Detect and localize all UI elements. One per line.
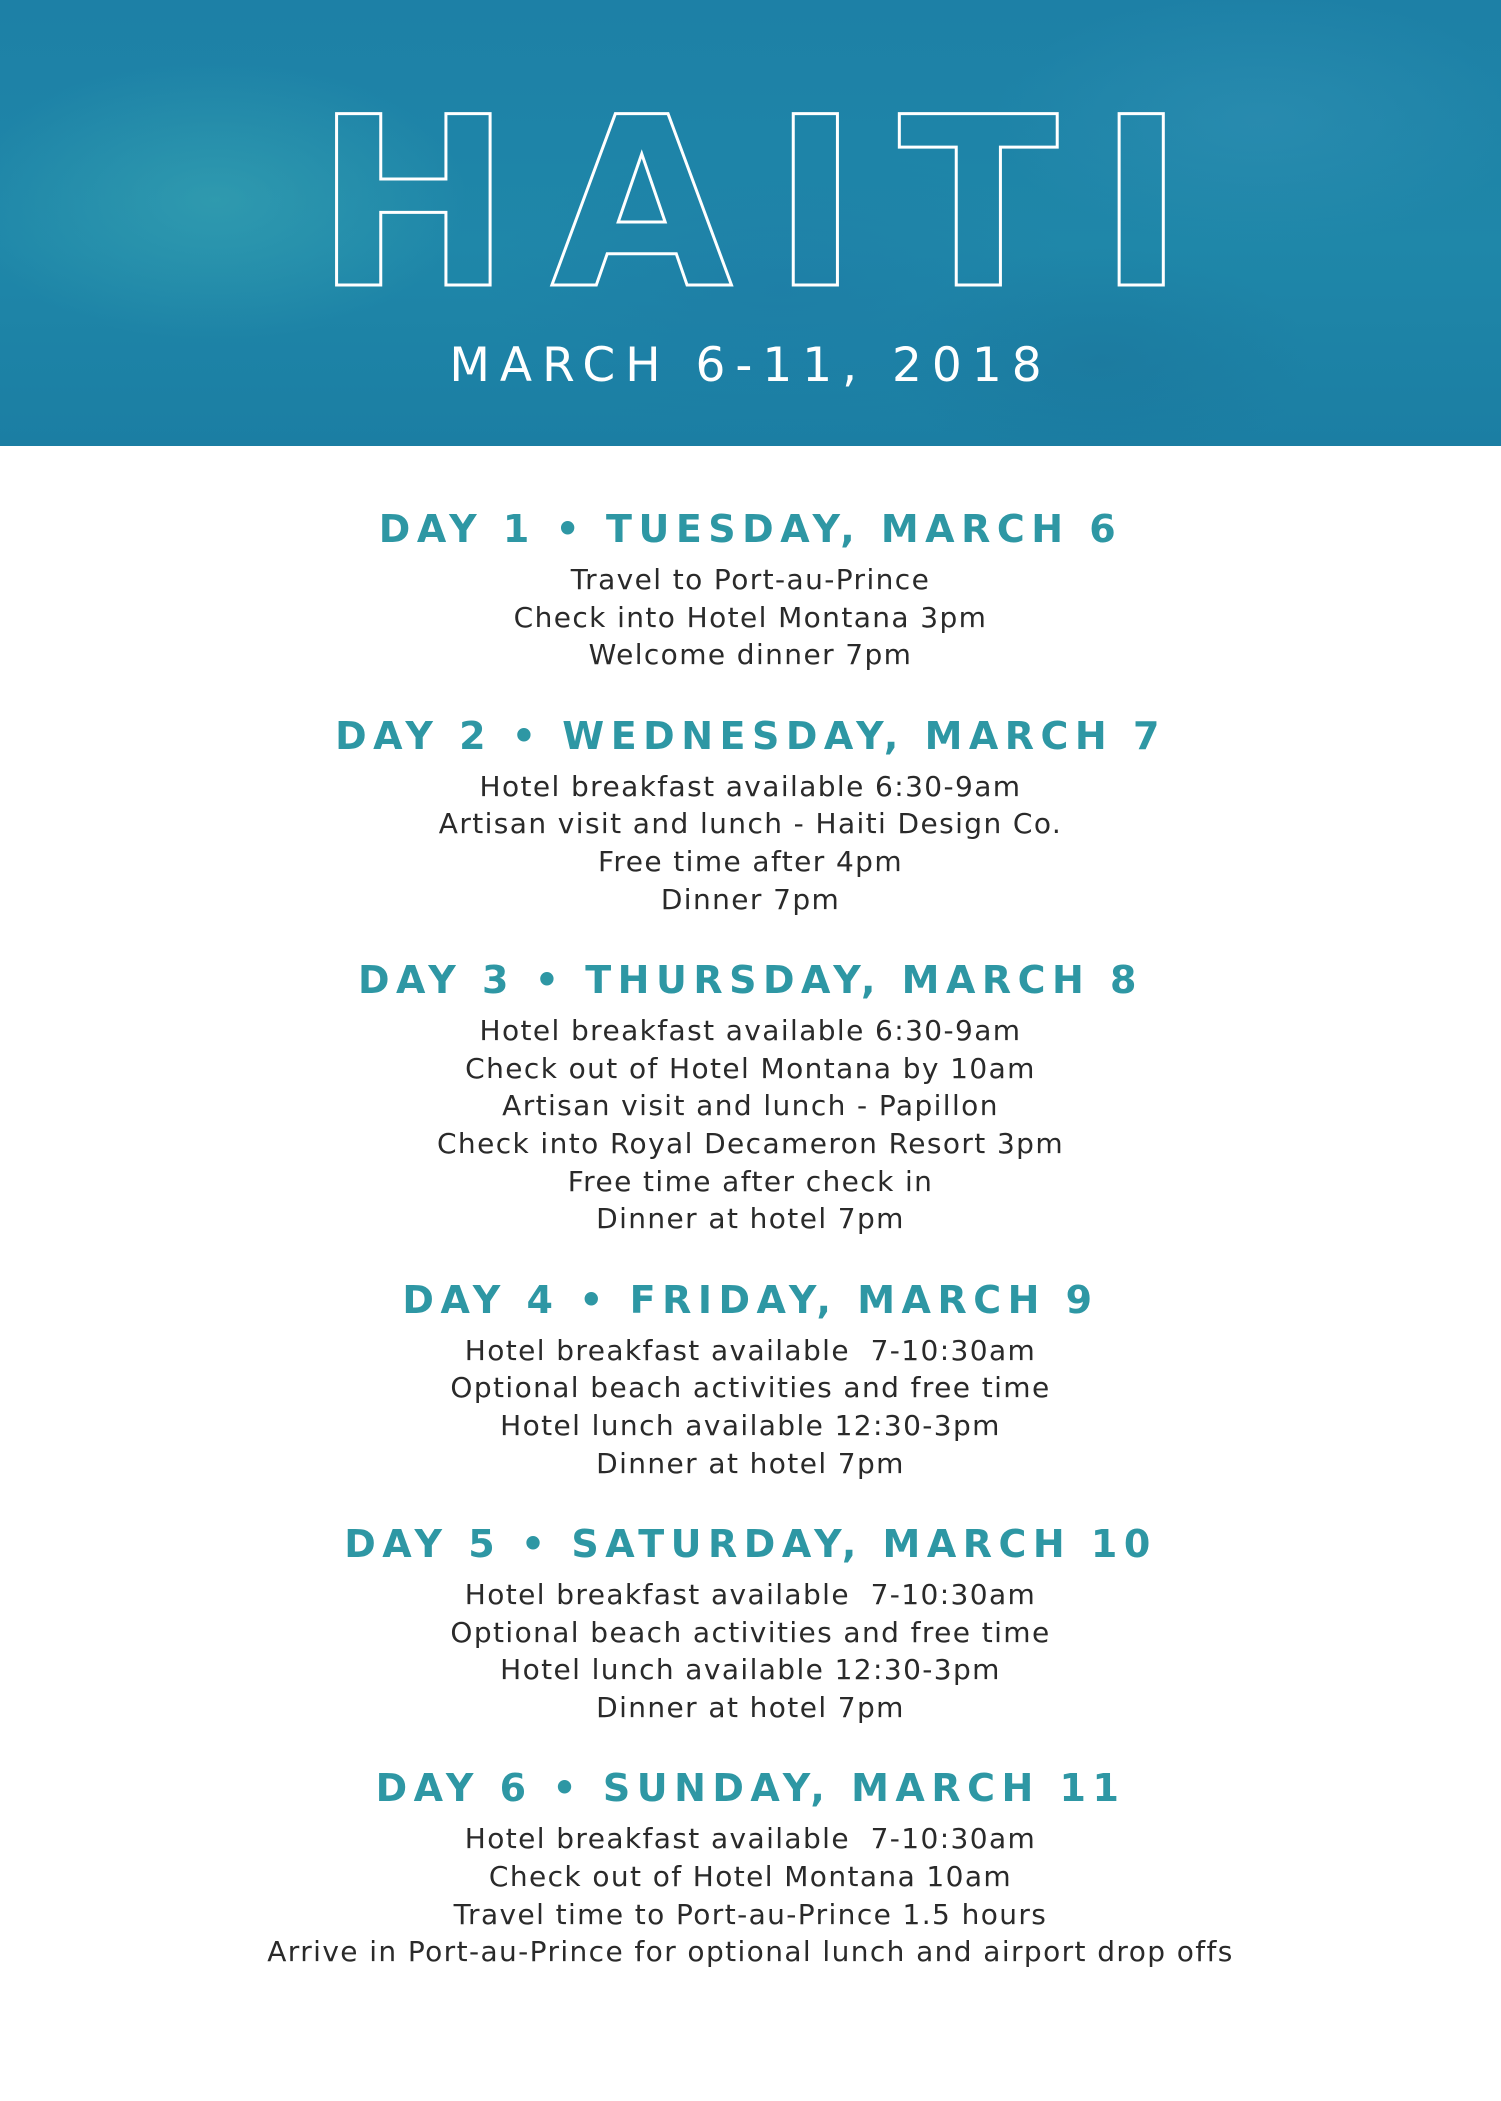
itinerary [0, 497, 1501, 1971]
schedule-item: Dinner at hotel 7pm [596, 1446, 905, 1480]
schedule-item: Dinner at hotel 7pm [596, 1202, 905, 1236]
schedule-item: Free time after 4pm [597, 844, 904, 878]
day-heading: DAY 4 • FRIDAY, MARCH 9 [402, 1277, 1099, 1322]
schedule-item: Check into Hotel Montana 3pm [513, 600, 988, 634]
day-block-5 [0, 1512, 1501, 1726]
schedule-item: Check out of Hotel Montana 10am [488, 1860, 1013, 1894]
day-block-2 [0, 704, 1501, 918]
day-block-6 [0, 1756, 1501, 1970]
schedule-item: Hotel breakfast available 7-10:30am [464, 1333, 1037, 1367]
schedule-item: Dinner 7pm [660, 882, 841, 916]
schedule-item: Dinner at hotel 7pm [596, 1690, 905, 1724]
day-block-4 [0, 1268, 1501, 1482]
schedule-item: Artisan visit and lunch - Haiti Design Co. [438, 807, 1063, 841]
day-heading: DAY 5 • SATURDAY, MARCH 10 [344, 1522, 1157, 1567]
schedule-item: Free time after check in [567, 1164, 934, 1198]
day-heading: DAY 2 • WEDNESDAY, MARCH 7 [335, 713, 1166, 758]
schedule-item: Hotel lunch available 12:30-3pm [500, 1408, 1001, 1442]
day-heading: DAY 1 • TUESDAY, MARCH 6 [378, 507, 1123, 551]
schedule-item: Travel time to Port-au-Prince 1.5 hours [453, 1897, 1048, 1931]
day-heading: DAY 3 • THURSDAY, MARCH 8 [357, 958, 1143, 1003]
schedule-item: Hotel breakfast available 6:30-9am [479, 769, 1022, 803]
header-banner [0, 0, 1501, 446]
schedule-item: Hotel breakfast available 7-10:30am [464, 1578, 1037, 1612]
schedule-item: Hotel lunch available 12:30-3pm [500, 1653, 1001, 1687]
schedule-item: Welcome dinner 7pm [588, 638, 913, 672]
day-block-3 [0, 948, 1501, 1238]
schedule-item: Arrive in Port-au-Prince for optional lunch and airport drop offs [267, 1935, 1234, 1969]
trip-dates: MARCH 6-11, 2018 [449, 338, 1052, 393]
schedule-item: Travel to Port-au-Prince [570, 563, 931, 596]
schedule-item: Artisan visit and lunch - Papillon [502, 1089, 999, 1123]
schedule-item: Optional beach activities and free time [450, 1615, 1051, 1649]
day-heading: DAY 6 • SUNDAY, MARCH 11 [375, 1766, 1126, 1811]
schedule-item: Check out of Hotel Montana by 10am [465, 1051, 1036, 1085]
page-title: HAITI [315, 68, 1185, 320]
schedule-item: Hotel breakfast available 6:30-9am [479, 1014, 1022, 1048]
day-block-1 [0, 497, 1501, 674]
schedule-item: Hotel breakfast available 7-10:30am [464, 1822, 1037, 1856]
schedule-item: Check into Royal Decameron Resort 3pm [436, 1126, 1065, 1160]
title-outline-text [0, 0, 1501, 320]
schedule-item: Optional beach activities and free time [450, 1371, 1051, 1405]
